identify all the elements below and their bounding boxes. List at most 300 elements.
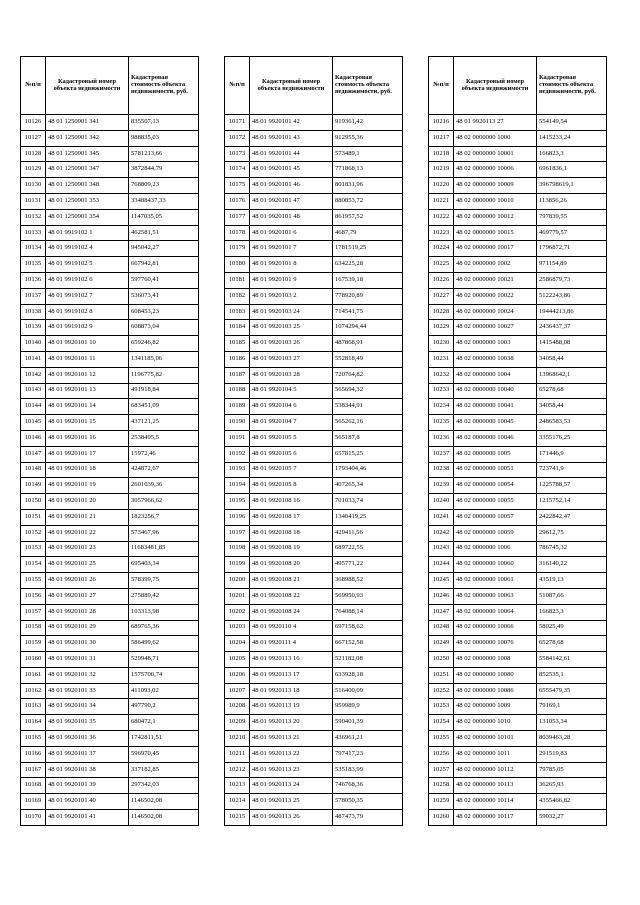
table-row [21,430,199,446]
row-number-cell: 10207 [225,683,250,699]
cadastral-cost-cell: 103313,98 [129,604,199,620]
cadastral-cost-cell: 3355176,25 [537,430,607,446]
row-number-cell: 10155 [21,573,46,589]
cadastral-cost-cell: 535183,99 [333,762,403,778]
row-number-cell: 10258 [429,778,454,794]
row-number-cell: 10192 [225,446,250,462]
cadastral-cost-cell: 1415233,24 [537,130,607,146]
cadastral-cost-cell: 1146502,08 [129,794,199,810]
cadastral-number-cell: 48 01 9920113 19 [250,699,333,715]
cadastral-number-cell: 48 02 0000000 10063 [454,588,537,604]
row-number-cell: 10184 [225,320,250,336]
cadastral-number-cell: 48 02 0000000 10061 [454,573,537,589]
row-number-cell: 10257 [429,762,454,778]
cadastral-number-cell: 48 01 9920108 22 [250,588,333,604]
row-number-cell: 10196 [225,509,250,525]
table-row [21,272,199,288]
cadastral-number-cell: 48 02 0000000 10051 [454,462,537,478]
table-row [429,588,607,604]
table-row [429,810,607,826]
cadastral-cost-cell: 171446,9 [537,446,607,462]
table-row [21,415,199,431]
cadastral-cost-cell: 437121,25 [129,415,199,431]
cadastral-number-cell: 48 01 9920103 25 [250,320,333,336]
cadastral-number-cell: 48 01 1250901 345 [46,146,129,162]
row-number-cell: 10135 [21,257,46,273]
table-row [429,336,607,352]
table-header-row [429,57,607,115]
row-number-cell: 10255 [429,731,454,747]
cadastral-number-cell: 48 02 0000000 10012 [454,209,537,225]
table-row [225,272,403,288]
cadastral-number-cell: 48 01 9920101 34 [46,699,129,715]
row-number-cell: 10150 [21,494,46,510]
table-row [21,604,199,620]
cadastral-number-cell: 48 01 9919102 7 [46,288,129,304]
cadastral-cost-cell: 1340419,25 [333,509,403,525]
cadastral-number-cell: 48 01 9920103 2 [250,288,333,304]
table-row [21,367,199,383]
cadastral-cost-cell: 11683481,85 [129,541,199,557]
row-number-cell: 10149 [21,478,46,494]
cadastral-cost-cell: 3872844,79 [129,162,199,178]
cadastral-cost-cell: 59032,27 [537,810,607,826]
row-number-cell: 10127 [21,130,46,146]
col-header-cadastral-cost: Кадастровая стоимость объекта недвижимости, руб. [537,57,607,115]
cadastral-number-cell: 48 02 0000000 1006 [454,541,537,557]
cadastral-cost-cell: 521182,08 [333,652,403,668]
table-row [21,731,199,747]
table-row [225,146,403,162]
cadastral-cost-cell: 33488437,33 [129,193,199,209]
table-row [21,320,199,336]
row-number-cell: 10162 [21,683,46,699]
cadastral-number-cell: 48 01 9920101 8 [250,257,333,273]
row-number-cell: 10187 [225,367,250,383]
row-number-cell: 10213 [225,778,250,794]
cadastral-cost-cell: 495771,22 [333,557,403,573]
cadastral-cost-cell: 5122243,86 [537,288,607,304]
cadastral-cost-cell: 919361,42 [333,115,403,131]
table-row [21,225,199,241]
cadastral-cost-cell: 723741,9 [537,462,607,478]
cadastral-cost-cell: 436961,21 [333,731,403,747]
cadastral-number-cell: 48 01 9920103 27 [250,351,333,367]
cadastral-number-cell: 48 01 9920105 5 [250,430,333,446]
row-number-cell: 10131 [21,193,46,209]
row-number-cell: 10159 [21,636,46,652]
cadastral-number-cell: 48 02 0000000 1004 [454,367,537,383]
cadastral-number-cell: 48 02 0000000 10001 [454,146,537,162]
row-number-cell: 10220 [429,178,454,194]
table-row [429,209,607,225]
table-row [225,525,403,541]
cadastral-number-cell: 48 01 9920101 44 [250,146,333,162]
table-row [21,762,199,778]
row-number-cell: 10172 [225,130,250,146]
row-number-cell: 10132 [21,209,46,225]
col-header-cadastral-cost: Кадастровая стоимость объекта недвижимости, руб. [129,57,199,115]
cadastral-cost-cell: 297342,03 [129,778,199,794]
table-row [21,178,199,194]
row-number-cell: 10252 [429,683,454,699]
row-number-cell: 10198 [225,541,250,557]
row-number-cell: 10239 [429,478,454,494]
row-number-cell: 10178 [225,225,250,241]
cadastral-cost-cell: 6961836,1 [537,162,607,178]
table-row [225,115,403,131]
row-number-cell: 10230 [429,336,454,352]
table-row [21,462,199,478]
row-number-cell: 10137 [21,288,46,304]
row-number-cell: 10200 [225,573,250,589]
cadastral-cost-cell: 573489,1 [333,146,403,162]
cadastral-number-cell: 48 01 1250901 348 [46,178,129,194]
cadastral-number-cell: 48 02 0000000 10024 [454,304,537,320]
cadastral-cost-cell: 491918,84 [129,383,199,399]
row-number-cell: 10201 [225,588,250,604]
cadastral-number-cell: 48 01 9920101 29 [46,620,129,636]
row-number-cell: 10222 [429,209,454,225]
row-number-cell: 10138 [21,304,46,320]
cadastral-number-cell: 48 01 9920101 47 [250,193,333,209]
row-number-cell: 10247 [429,604,454,620]
row-number-cell: 10215 [225,810,250,826]
cadastral-cost-cell: 565694,32 [333,383,403,399]
cadastral-number-cell: 48 02 0000000 10010 [454,193,537,209]
cadastral-number-cell: 48 02 0000000 10041 [454,399,537,415]
table-row [225,667,403,683]
cadastral-number-cell: 48 02 0000000 10113 [454,778,537,794]
cadastral-cost-cell: 764088,14 [333,604,403,620]
row-number-cell: 10167 [21,762,46,778]
cadastral-number-cell: 48 02 0000000 10086 [454,683,537,699]
row-number-cell: 10233 [429,383,454,399]
cadastral-cost-cell: 596970,45 [129,746,199,762]
row-number-cell: 10193 [225,462,250,478]
cadastral-number-cell: 48 02 0000000 10006 [454,162,537,178]
table-row [21,288,199,304]
row-number-cell: 10249 [429,636,454,652]
cadastral-number-cell: 48 01 9920101 13 [46,383,129,399]
cadastral-table-1 [20,56,199,826]
cadastral-number-cell: 48 01 9920105 7 [250,462,333,478]
cadastral-number-cell: 48 02 0000000 10015 [454,225,537,241]
row-number-cell: 10197 [225,525,250,541]
row-number-cell: 10154 [21,557,46,573]
cadastral-cost-cell: 8039463,28 [537,731,607,747]
cadastral-cost-cell: 880853,72 [333,193,403,209]
cadastral-cost-cell: 689722,55 [333,541,403,557]
row-number-cell: 10224 [429,241,454,257]
cadastral-number-cell: 48 01 9919102 5 [46,257,129,273]
cadastral-cost-cell: 667152,58 [333,636,403,652]
table-row [21,399,199,415]
cadastral-cost-cell: 429411,56 [333,525,403,541]
cadastral-number-cell: 48 02 0000000 10064 [454,604,537,620]
cadastral-number-cell: 48 02 0000000 10054 [454,478,537,494]
cadastral-number-cell: 48 01 9920108 20 [250,557,333,573]
table-body [429,115,607,826]
row-number-cell: 10214 [225,794,250,810]
cadastral-number-cell: 48 01 9920101 12 [46,367,129,383]
table-row [225,715,403,731]
cadastral-number-cell: 48 01 9920101 26 [46,573,129,589]
cadastral-number-cell: 48 01 9920101 36 [46,731,129,747]
table-row [225,415,403,431]
row-number-cell: 10171 [225,115,250,131]
cadastral-number-cell: 48 01 9920113 22 [250,746,333,762]
table-row [21,257,199,273]
cadastral-cost-cell: 659246,82 [129,336,199,352]
cadastral-cost-cell: 407265,34 [333,478,403,494]
cadastral-number-cell: 48 02 0000000 10114 [454,794,537,810]
cadastral-number-cell: 48 01 9920101 23 [46,541,129,557]
table-row [225,399,403,415]
table-row [429,494,607,510]
cadastral-cost-cell: 166823,3 [537,604,607,620]
cadastral-cost-cell: 2538495,5 [129,430,199,446]
table-row [21,652,199,668]
cadastral-number-cell: 48 02 0000000 10009 [454,178,537,194]
table-body [225,115,403,826]
cadastral-cost-cell: 988835,03 [129,130,199,146]
row-number-cell: 10195 [225,494,250,510]
table-row [21,778,199,794]
table-row [429,304,607,320]
cadastral-number-cell: 48 02 0000000 1000 [454,130,537,146]
row-number-cell: 10202 [225,604,250,620]
cadastral-number-cell: 48 02 0000000 1003 [454,336,537,352]
row-number-cell: 10145 [21,415,46,431]
table-row [225,336,403,352]
table-row [429,272,607,288]
table-row [225,699,403,715]
cadastral-cost-cell: 797839,55 [537,209,607,225]
cadastral-number-cell: 48 02 0000000 1005 [454,446,537,462]
row-number-cell: 10210 [225,731,250,747]
table-row [21,304,199,320]
cadastral-number-cell: 48 01 9920101 17 [46,446,129,462]
row-number-cell: 10156 [21,588,46,604]
cadastral-cost-cell: 536073,41 [129,288,199,304]
table-row [21,130,199,146]
cadastral-cost-cell: 608873,04 [129,320,199,336]
cadastral-number-cell: 48 01 9920101 40 [46,794,129,810]
table-row [21,336,199,352]
cadastral-cost-cell: 578050,35 [333,794,403,810]
table-row [225,620,403,636]
table-row [225,588,403,604]
row-number-cell: 10161 [21,667,46,683]
cadastral-cost-cell: 912955,36 [333,130,403,146]
row-number-cell: 10189 [225,399,250,415]
table-body [21,115,199,826]
cadastral-number-cell: 48 02 0000000 10101 [454,731,537,747]
row-number-cell: 10259 [429,794,454,810]
table-row [429,367,607,383]
table-row [21,746,199,762]
cadastral-number-cell: 48 01 9919102 6 [46,272,129,288]
cadastral-cost-cell: 487868,91 [333,336,403,352]
cadastral-number-cell: 48 01 9919102 4 [46,241,129,257]
cadastral-number-cell: 48 01 9920113 16 [250,652,333,668]
cadastral-number-cell: 48 02 0000000 10045 [454,415,537,431]
row-number-cell: 10179 [225,241,250,257]
cadastral-cost-cell: 852535,1 [537,667,607,683]
cadastral-cost-cell: 291519,83 [537,746,607,762]
table-row [225,683,403,699]
cadastral-number-cell: 48 01 9920101 16 [46,430,129,446]
row-number-cell: 10204 [225,636,250,652]
row-number-cell: 10175 [225,178,250,194]
row-number-cell: 10190 [225,415,250,431]
row-number-cell: 10147 [21,446,46,462]
table-row [429,636,607,652]
table-row [21,699,199,715]
cadastral-number-cell: 48 01 9920101 46 [250,178,333,194]
row-number-cell: 10168 [21,778,46,794]
cadastral-cost-cell: 1742811,51 [129,731,199,747]
table-row [429,241,607,257]
cadastral-number-cell: 48 01 9920108 18 [250,525,333,541]
row-number-cell: 10186 [225,351,250,367]
row-number-cell: 10153 [21,541,46,557]
row-number-cell: 10251 [429,667,454,683]
row-number-cell: 10208 [225,699,250,715]
cadastral-table-3 [428,56,607,826]
table-row [225,494,403,510]
cadastral-cost-cell: 746768,36 [333,778,403,794]
cadastral-cost-cell: 516400,09 [333,683,403,699]
row-number-cell: 10205 [225,652,250,668]
row-number-cell: 10206 [225,667,250,683]
cadastral-cost-cell: 167539,18 [333,272,403,288]
table-row [429,257,607,273]
row-number-cell: 10218 [429,146,454,162]
row-number-cell: 10143 [21,383,46,399]
cadastral-number-cell: 48 01 9920104 7 [250,415,333,431]
cadastral-cost-cell: 51087,66 [537,588,607,604]
table-row [429,652,607,668]
row-number-cell: 10183 [225,304,250,320]
table-row [429,715,607,731]
col-header-number: №п/п [225,57,250,115]
row-number-cell: 10144 [21,399,46,415]
cadastral-number-cell: 48 01 9920101 28 [46,604,129,620]
cadastral-cost-cell: 597760,41 [129,272,199,288]
cadastral-number-cell: 48 01 1250901 354 [46,209,129,225]
cadastral-number-cell: 48 01 9920104 6 [250,399,333,415]
cadastral-cost-cell: 131053,34 [537,715,607,731]
cadastral-number-cell: 48 02 0000000 10017 [454,241,537,257]
table-row [21,636,199,652]
cadastral-number-cell: 48 01 9920101 25 [46,557,129,573]
cadastral-number-cell: 48 02 0000000 1008 [454,652,537,668]
row-number-cell: 10136 [21,272,46,288]
cadastral-cost-cell: 5781213,66 [129,146,199,162]
table-row [21,557,199,573]
table-row [225,557,403,573]
cadastral-cost-cell: 720764,82 [333,367,403,383]
table-row [225,573,403,589]
table-row [21,383,199,399]
cadastral-number-cell: 48 01 9920103 24 [250,304,333,320]
cadastral-table-2 [224,56,403,826]
cadastral-cost-cell: 3057966,62 [129,494,199,510]
row-number-cell: 10141 [21,351,46,367]
table-row [429,746,607,762]
cadastral-cost-cell: 689765,36 [129,620,199,636]
cadastral-number-cell: 48 01 9920101 39 [46,778,129,794]
row-number-cell: 10148 [21,462,46,478]
cadastral-cost-cell: 13968642,1 [537,367,607,383]
cadastral-cost-cell: 797417,23 [333,746,403,762]
row-number-cell: 10229 [429,320,454,336]
table-row [225,178,403,194]
table-row [429,573,607,589]
table-row [225,509,403,525]
table-row [429,731,607,747]
row-number-cell: 10173 [225,146,250,162]
table-row [225,636,403,652]
row-number-cell: 10240 [429,494,454,510]
cadastral-number-cell: 48 01 9920113 27 [454,115,537,131]
row-number-cell: 10223 [429,225,454,241]
row-number-cell: 10254 [429,715,454,731]
cadastral-cost-cell: 771868,13 [333,162,403,178]
cadastral-number-cell: 48 01 1250901 341 [46,115,129,131]
cadastral-cost-cell: 1781519,25 [333,241,403,257]
cadastral-number-cell: 48 01 9920101 14 [46,399,129,415]
col-header-cadastral-number: Кадастровый номер объекта недвижимости [454,57,537,115]
cadastral-cost-cell: 43519,13 [537,573,607,589]
table-row [429,115,607,131]
row-number-cell: 10217 [429,130,454,146]
cadastral-cost-cell: 113856,26 [537,193,607,209]
table-row [225,778,403,794]
cadastral-cost-cell: 34058,44 [537,351,607,367]
table-row [225,731,403,747]
table-row [429,667,607,683]
cadastral-cost-cell: 19444213,86 [537,304,607,320]
cadastral-cost-cell: 801831,96 [333,178,403,194]
table-row [429,604,607,620]
cadastral-cost-cell: 15972,46 [129,446,199,462]
row-number-cell: 10146 [21,430,46,446]
cadastral-number-cell: 48 01 9920101 10 [46,336,129,352]
row-number-cell: 10185 [225,336,250,352]
col-header-cadastral-number: Кадастровый номер объекта недвижимости [46,57,129,115]
cadastral-cost-cell: 29612,75 [537,525,607,541]
row-number-cell: 10128 [21,146,46,162]
row-number-cell: 10256 [429,746,454,762]
cadastral-number-cell: 48 01 9920101 21 [46,509,129,525]
row-number-cell: 10152 [21,525,46,541]
table-row [21,241,199,257]
cadastral-cost-cell: 79785,05 [537,762,607,778]
cadastral-cost-cell: 573467,96 [129,525,199,541]
row-number-cell: 10228 [429,304,454,320]
table-row [429,288,607,304]
row-number-cell: 10227 [429,288,454,304]
table-row [21,494,199,510]
cadastral-cost-cell: 697158,62 [333,620,403,636]
cadastral-cost-cell: 695403,34 [129,557,199,573]
cadastral-number-cell: 48 01 9920113 18 [250,683,333,699]
cadastral-number-cell: 48 02 0000000 10076 [454,636,537,652]
table-row [21,509,199,525]
